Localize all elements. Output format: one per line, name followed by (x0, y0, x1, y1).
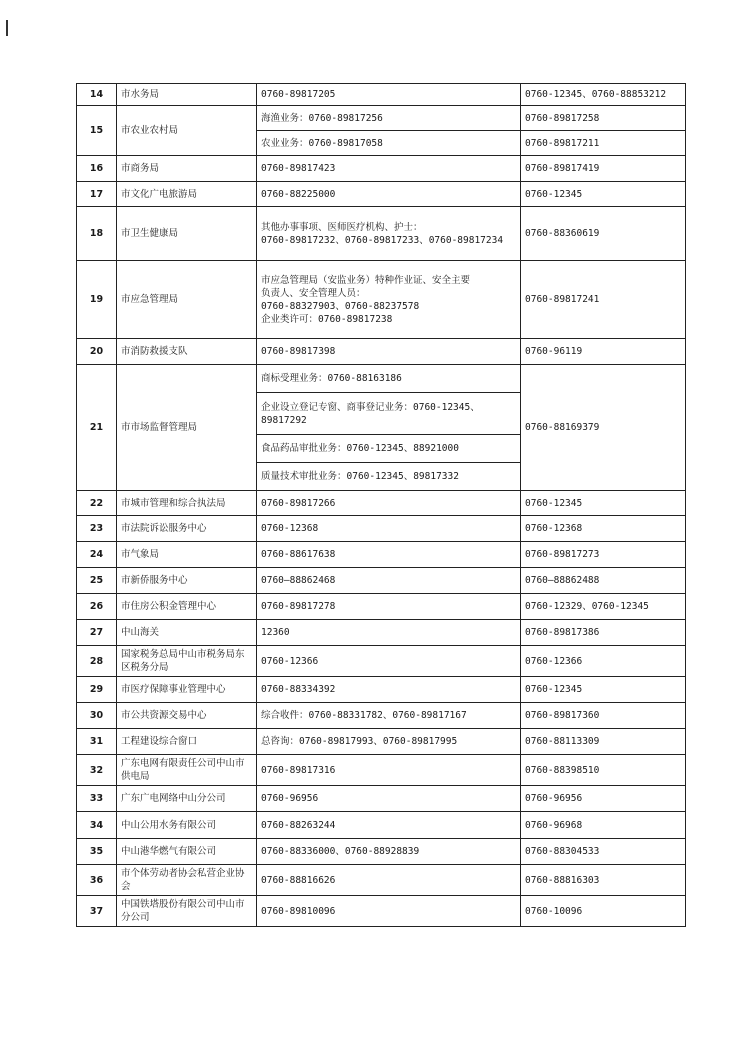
row-number: 15 (77, 106, 117, 156)
service-phone: 0760-88816626 (257, 865, 521, 896)
table-row (77, 207, 686, 261)
table-row (77, 182, 686, 207)
service-phone: 商标受理业务：0760-88163186 (257, 365, 521, 393)
row-number: 20 (77, 339, 117, 365)
row-number: 28 (77, 646, 117, 677)
service-phone-line: 市应急管理局（安监业务）特种作业证、安全主要 (261, 274, 471, 286)
row-number: 16 (77, 156, 117, 182)
complaint-phone: 0760-88360619 (521, 207, 686, 261)
row-number: 31 (77, 729, 117, 755)
table-row (77, 729, 686, 755)
row-number: 32 (77, 755, 117, 786)
department-name: 市商务局 (117, 156, 257, 182)
table-row (77, 516, 686, 542)
table-row (77, 896, 686, 927)
department-name: 市水务局 (117, 84, 257, 106)
service-phone-line: 0760-89817232、0760-89817233、0760-89817234 (261, 234, 504, 246)
service-phone: 0760-89817423 (257, 156, 521, 182)
complaint-phone: 0760-89817273 (521, 542, 686, 568)
row-number: 24 (77, 542, 117, 568)
row-number: 33 (77, 786, 117, 812)
row-number: 17 (77, 182, 117, 207)
service-phone: 0760-96956 (257, 786, 521, 812)
department-name: 市文化广电旅游局 (117, 182, 257, 207)
service-phone: 0760-12368 (257, 516, 521, 542)
complaint-phone: 0760-89817386 (521, 620, 686, 646)
row-number: 23 (77, 516, 117, 542)
table-row (77, 839, 686, 865)
service-phone: 质量技术审批业务：0760-12345、89817332 (257, 463, 521, 491)
department-name: 市住房公积金管理中心 (117, 594, 257, 620)
service-phone: 综合收件：0760-88331782、0760-89817167 (257, 703, 521, 729)
department-name: 市城市管理和综合执法局 (117, 491, 257, 516)
service-phone (257, 261, 521, 339)
service-phone: 0760-88336000、0760-88928839 (257, 839, 521, 865)
service-phone: 0760-88263244 (257, 812, 521, 839)
table-row (77, 646, 686, 677)
service-phone: 0760-89810096 (257, 896, 521, 927)
service-phone-line: 其他办事事项、医师医疗机构、护士： (261, 221, 423, 233)
service-phone: 0760-89817316 (257, 755, 521, 786)
department-name: 工程建设综合窗口 (117, 729, 257, 755)
service-phone: 0760-12366 (257, 646, 521, 677)
department-name: 国家税务总局中山市税务局东区税务分局 (117, 646, 257, 677)
table-row (77, 84, 686, 106)
service-phone: 农业业务：0760-89817058 (257, 131, 521, 156)
row-number: 25 (77, 568, 117, 594)
complaint-phone: 0760-12345 (521, 491, 686, 516)
table-row (77, 865, 686, 896)
complaint-phone: 0760—88862488 (521, 568, 686, 594)
complaint-phone: 0760-96968 (521, 812, 686, 839)
service-phone: 0760-89817266 (257, 491, 521, 516)
complaint-phone: 0760-10096 (521, 896, 686, 927)
row-number: 35 (77, 839, 117, 865)
complaint-phone: 0760-89817360 (521, 703, 686, 729)
service-phone: 0760—88862468 (257, 568, 521, 594)
row-number: 37 (77, 896, 117, 927)
department-name: 市气象局 (117, 542, 257, 568)
department-name: 市公共资源交易中心 (117, 703, 257, 729)
department-name: 市市场监督管理局 (117, 365, 257, 491)
scan-edge-mark (6, 20, 8, 36)
row-number: 27 (77, 620, 117, 646)
row-number: 26 (77, 594, 117, 620)
table-row (77, 594, 686, 620)
row-number: 22 (77, 491, 117, 516)
complaint-phone: 0760-96119 (521, 339, 686, 365)
complaint-phone: 0760-88304533 (521, 839, 686, 865)
service-phone: 0760-88334392 (257, 677, 521, 703)
service-phone: 12360 (257, 620, 521, 646)
department-name: 广东广电网络中山分公司 (117, 786, 257, 812)
service-phone-line: 0760-88327903、0760-88237578 (261, 300, 420, 312)
service-phone: 0760-88225000 (257, 182, 521, 207)
table-row (77, 677, 686, 703)
department-name: 市应急管理局 (117, 261, 257, 339)
service-phone: 总咨询：0760-89817993、0760-89817995 (257, 729, 521, 755)
service-phone: 0760-89817278 (257, 594, 521, 620)
service-phone (257, 207, 521, 261)
department-name: 中山港华燃气有限公司 (117, 839, 257, 865)
table-row (77, 106, 686, 131)
department-name: 市农业农村局 (117, 106, 257, 156)
complaint-phone: 0760-88169379 (521, 365, 686, 491)
complaint-phone: 0760-88816303 (521, 865, 686, 896)
complaint-phone: 0760-96956 (521, 786, 686, 812)
complaint-phone: 0760-88113309 (521, 729, 686, 755)
department-name: 广东电网有限责任公司中山市供电局 (117, 755, 257, 786)
table-row (77, 568, 686, 594)
table-row (77, 755, 686, 786)
complaint-phone: 0760-12329、0760-12345 (521, 594, 686, 620)
complaint-phone: 0760-89817211 (521, 131, 686, 156)
row-number: 34 (77, 812, 117, 839)
table-row (77, 786, 686, 812)
complaint-phone: 0760-89817258 (521, 106, 686, 131)
department-name: 市卫生健康局 (117, 207, 257, 261)
table-row (77, 542, 686, 568)
table-row (77, 339, 686, 365)
service-phone: 食品药品审批业务：0760-12345、88921000 (257, 435, 521, 463)
department-name: 中国铁塔股份有限公司中山市分公司 (117, 896, 257, 927)
table-row (77, 620, 686, 646)
row-number: 19 (77, 261, 117, 339)
complaint-phone: 0760-12366 (521, 646, 686, 677)
service-hotline-table (76, 83, 686, 927)
complaint-phone: 0760-88398510 (521, 755, 686, 786)
service-phone: 0760-88617638 (257, 542, 521, 568)
department-name: 市新侨服务中心 (117, 568, 257, 594)
complaint-phone: 0760-12345、0760-88853212 (521, 84, 686, 106)
table-row (77, 156, 686, 182)
department-name: 市法院诉讼服务中心 (117, 516, 257, 542)
complaint-phone: 0760-12345 (521, 677, 686, 703)
table-row (77, 812, 686, 839)
table-row (77, 365, 686, 393)
department-name: 市个体劳动者协会私营企业协会 (117, 865, 257, 896)
row-number: 30 (77, 703, 117, 729)
service-phone: 0760-89817205 (257, 84, 521, 106)
complaint-phone: 0760-89817419 (521, 156, 686, 182)
row-number: 36 (77, 865, 117, 896)
service-phone: 海渔业务：0760-89817256 (257, 106, 521, 131)
table-row (77, 491, 686, 516)
service-phone: 企业设立登记专窗、商事登记业务：0760-12345、89817292 (257, 393, 521, 435)
table-row (77, 261, 686, 339)
department-name: 中山海关 (117, 620, 257, 646)
department-name: 市消防救援支队 (117, 339, 257, 365)
service-phone-line: 负责人、安全管理人员： (261, 287, 366, 299)
row-number: 29 (77, 677, 117, 703)
service-phone: 0760-89817398 (257, 339, 521, 365)
department-name: 市医疗保障事业管理中心 (117, 677, 257, 703)
row-number: 14 (77, 84, 117, 106)
row-number: 21 (77, 365, 117, 491)
row-number: 18 (77, 207, 117, 261)
department-name: 中山公用水务有限公司 (117, 812, 257, 839)
table-row (77, 703, 686, 729)
service-phone-line: 企业类许可：0760-89817238 (261, 313, 393, 325)
complaint-phone: 0760-12345 (521, 182, 686, 207)
complaint-phone: 0760-89817241 (521, 261, 686, 339)
complaint-phone: 0760-12368 (521, 516, 686, 542)
